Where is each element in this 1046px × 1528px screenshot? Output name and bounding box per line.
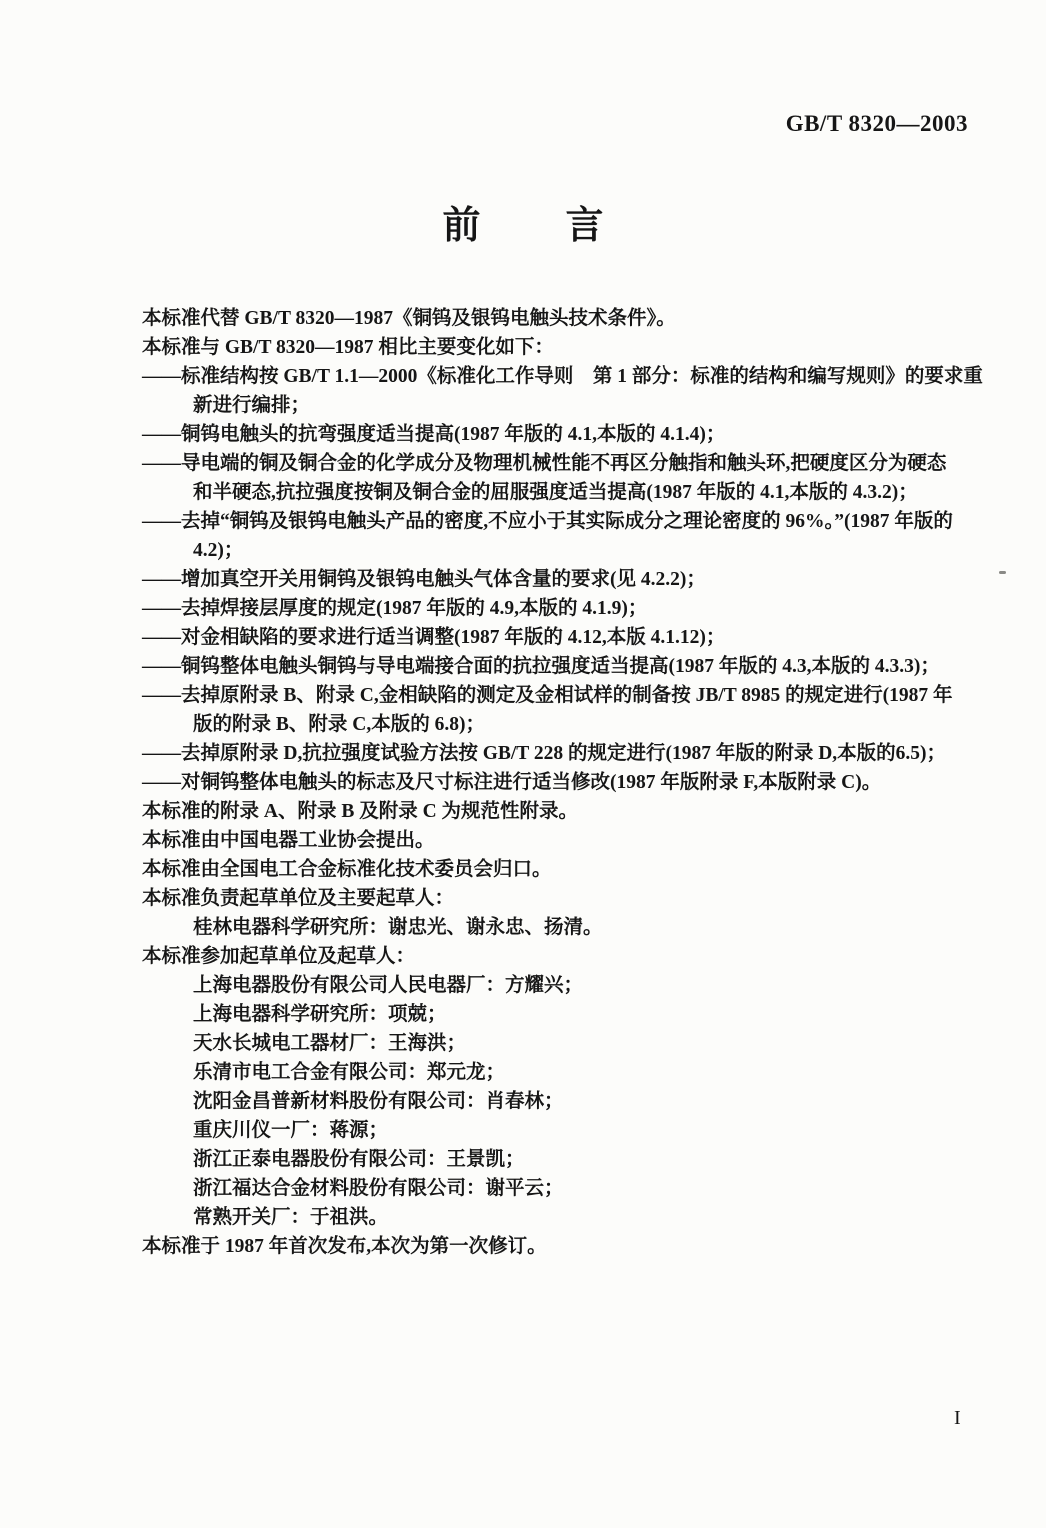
- text-line: 版的附录 B、附录 C,本版的 6.8)；: [193, 714, 485, 735]
- title-char-first: 前: [442, 205, 481, 247]
- text-line: ——导电端的铜及铜合金的化学成分及物理机械性能不再区分触指和触头环,把硬度区分为硬态: [142, 453, 947, 474]
- text-line: 上海电器科学研究所：项兢；: [193, 1004, 447, 1025]
- text-line: 本标准与 GB/T 8320—1987 相比主要变化如下：: [142, 337, 554, 358]
- page-number: I: [954, 1407, 961, 1429]
- text-line: 沈阳金昌普新材料股份有限公司：肖春林；: [193, 1091, 564, 1112]
- text-line: 本标准负责起草单位及主要起草人：: [142, 888, 455, 909]
- scan-artifact: [999, 571, 1006, 574]
- title-char-second: 言: [565, 205, 604, 247]
- text-line: 本标准于 1987 年首次发布,本次为第一次修订。: [142, 1236, 547, 1257]
- text-line: 4.2)；: [193, 540, 244, 561]
- text-line: ——铜钨电触头的抗弯强度适当提高(1987 年版的 4.1,本版的 4.1.4)；: [142, 424, 726, 445]
- text-line: ——标准结构按 GB/T 1.1—2000《标准化工作导则 第 1 部分：标准的结构和编写规则》的要求重: [142, 366, 983, 387]
- text-line: 本标准参加起草单位及起草人：: [142, 946, 416, 967]
- text-line: ——去掉焊接层厚度的规定(1987 年版的 4.9,本版的 4.1.9)；: [142, 598, 648, 619]
- text-line: 浙江福达合金材料股份有限公司：谢平云；: [193, 1178, 564, 1199]
- text-line: 桂林电器科学研究所：谢忠光、谢永忠、扬清。: [193, 917, 603, 938]
- text-line: 和半硬态,抗拉强度按铜及铜合金的屈服强度适当提高(1987 年版的 4.1,本版的 4.3.2)；: [193, 482, 918, 503]
- text-line: ——去掉“铜钨及银钨电触头产品的密度,不应小于其实际成分之理论密度的 96%。”(1987 年版的: [142, 511, 953, 532]
- text-line: ——对金相缺陷的要求进行适当调整(1987 年版的 4.12,本版 4.1.12)；: [142, 627, 726, 648]
- text-line: ——铜钨整体电触头铜钨与导电端接合面的抗拉强度适当提高(1987 年版的 4.3,本版的 4.3.3)；: [142, 656, 940, 677]
- text-line: 常熟开关厂：于祖洪。: [193, 1207, 389, 1228]
- text-line: ——增加真空开关用铜钨及银钨电触头气体含量的要求(见 4.2.2)；: [142, 569, 706, 590]
- text-line: 本标准由全国电工合金标准化技术委员会归口。: [142, 859, 552, 880]
- text-line: 上海电器股份有限公司人民电器厂：方耀兴；: [193, 975, 584, 996]
- text-line: 天水长城电工器材厂：王海洪；: [193, 1033, 467, 1054]
- text-line: ——去掉原附录 D,抗拉强度试验方法按 GB/T 228 的规定进行(1987 年版的附录 D,本版的6.5)；: [142, 743, 947, 764]
- text-line: 重庆川仪一厂：蒋源；: [193, 1120, 389, 1141]
- text-line: ——去掉原附录 B、附录 C,金相缺陷的测定及金相试样的制备按 JB/T 8985 的规定进行(1987 年: [142, 685, 953, 706]
- text-line: 本标准的附录 A、附录 B 及附录 C 为规范性附录。: [142, 801, 579, 822]
- standard-code: GB/T 8320—2003: [785, 111, 968, 136]
- page-title: [0, 206, 1046, 248]
- text-line: 本标准由中国电器工业协会提出。: [142, 830, 435, 851]
- foreword-body: [142, 304, 990, 1261]
- text-line: 本标准代替 GB/T 8320—1987《铜钨及银钨电触头技术条件》。: [142, 308, 676, 329]
- text-line: 乐清市电工合金有限公司：郑元龙；: [193, 1062, 506, 1083]
- text-line: 浙江正泰电器股份有限公司：王景凯；: [193, 1149, 525, 1170]
- text-line: ——对铜钨整体电触头的标志及尺寸标注进行适当修改(1987 年版附录 F,本版附录 C)。: [142, 772, 882, 793]
- text-line: 新进行编排；: [193, 395, 311, 416]
